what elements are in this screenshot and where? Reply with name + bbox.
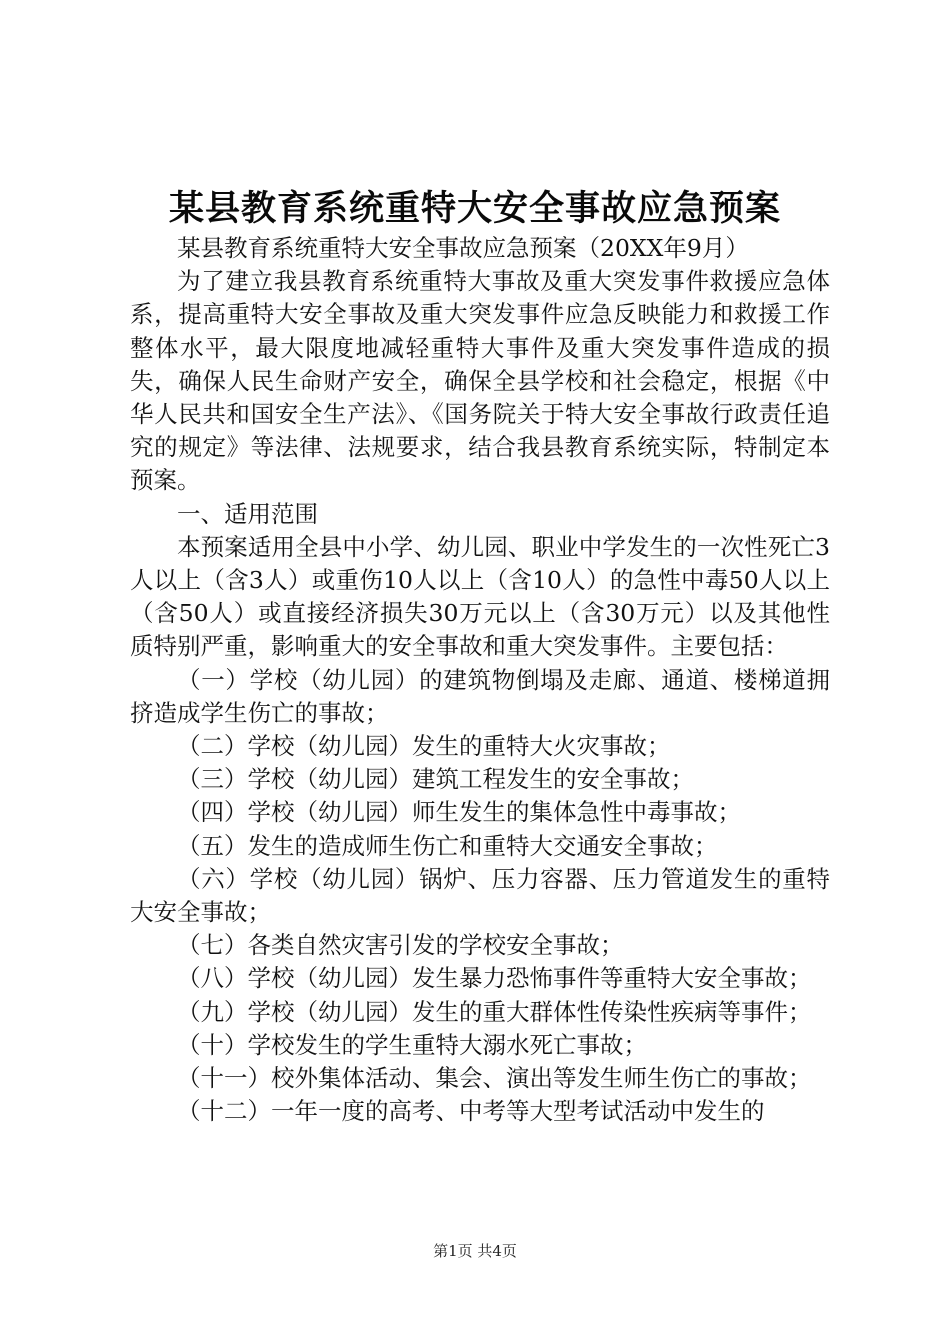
list-item-11: （十一）校外集体活动、集会、演出等发生师生伤亡的事故； bbox=[177, 1064, 812, 1093]
list-item-5: （五）发生的造成师生伤亡和重特大交通安全事故； bbox=[177, 831, 718, 860]
list-item-12: （十二）一年一度的高考、中考等大型考试活动中发生的 bbox=[177, 1097, 765, 1126]
document-title: 某县教育系统重特大安全事故应急预案 bbox=[168, 188, 781, 229]
list-item-2: （二）学校（幼儿园）发生的重特大火灾事故； bbox=[177, 732, 671, 761]
list-item-3: （三）学校（幼儿园）建筑工程发生的安全事故； bbox=[177, 765, 694, 794]
section-heading-scope: 一、适用范围 bbox=[177, 499, 318, 528]
list-item-10: （十）学校发生的学生重特大溺水死亡事故； bbox=[177, 1030, 647, 1059]
list-item-9: （九）学校（幼儿园）发生的重大群体性传染性疾病等事件； bbox=[177, 997, 812, 1026]
list-item-1: （一）学校（幼儿园）的建筑物倒塌及走廊、通道、楼梯道拥挤造成学生伤亡的事故； bbox=[130, 665, 830, 727]
subtitle-paragraph: 某县教育系统重特大安全事故应急预案（20XX年9月） bbox=[177, 234, 749, 262]
scope-paragraph: 本预案适用全县中小学、幼儿园、职业中学发生的一次性死亡3人以上（含3人）或重伤10人以上（含10人）的急性中毒50人以上（含50人）或直接经济损失30万元以上（含30万元）以及其他性质特别严重，影响重大的安全事故和重大突发事件。主要包括： bbox=[130, 532, 830, 661]
list-item-4: （四）学校（幼儿园）师生发生的集体急性中毒事故； bbox=[177, 798, 741, 827]
intro-paragraph: 为了建立我县教育系统重特大事故及重大突发事件救援应急体系，提高重特大安全事故及重大突发事件应急反映能力和救援工作整体水平，最大限度地减轻重特大事件及重大突发事件造成的损失，确保人民生命财产安全，确保全县学校和社会稳定，根据《中华人民共和国安全生产法》、《国务院关于特大安全事故行政责任追究的规定》等法律、法规要求，结合我县教育系统实际，特制定本预案。 bbox=[130, 267, 830, 495]
list-item-7: （七）各类自然灾害引发的学校安全事故； bbox=[177, 931, 624, 960]
list-item-8: （八）学校（幼儿园）发生暴力恐怖事件等重特大安全事故； bbox=[177, 964, 812, 993]
page-footer: 第1页 共4页 bbox=[433, 1242, 517, 1260]
list-item-6: （六）学校（幼儿园）锅炉、压力容器、压力管道发生的重特大安全事故； bbox=[130, 864, 830, 927]
document-body bbox=[130, 232, 830, 1128]
